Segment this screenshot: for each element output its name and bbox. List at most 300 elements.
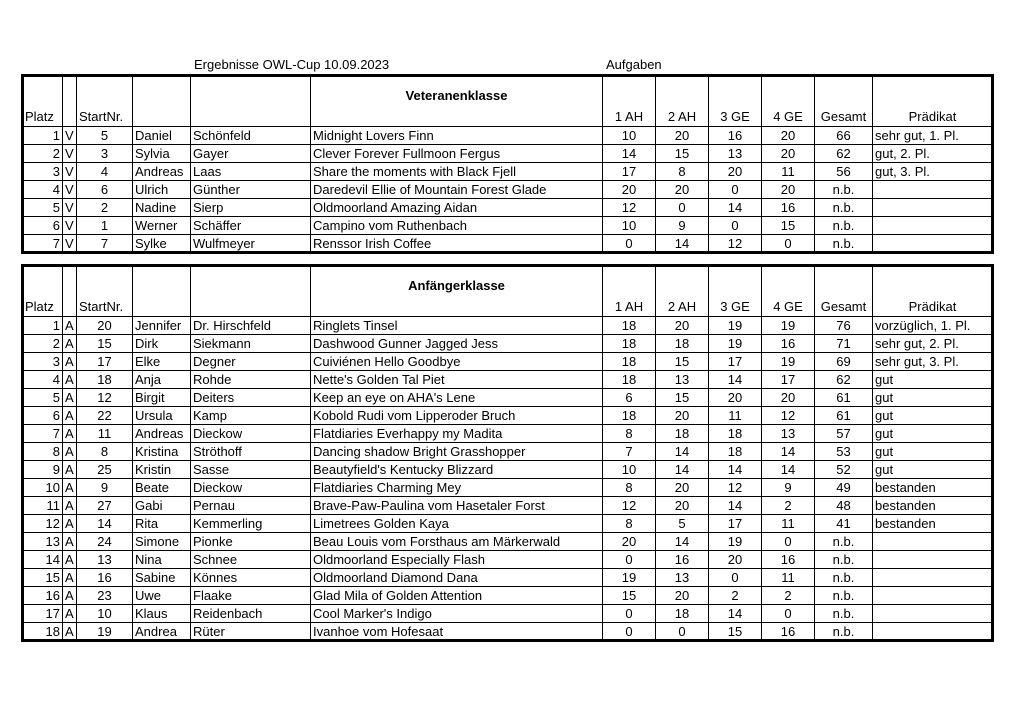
lastname-cell: Dieckow <box>191 425 311 443</box>
firstname-cell: Elke <box>133 353 191 371</box>
ge4-cell: 19 <box>762 353 815 371</box>
praedikat-cell <box>873 551 993 569</box>
ah1-cell: 19 <box>603 569 656 587</box>
ah2-cell: 13 <box>656 371 709 389</box>
startnr-cell: 12 <box>77 389 133 407</box>
ah2-cell: 18 <box>656 605 709 623</box>
platz-cell: 4 <box>23 181 63 199</box>
startnr-cell: 13 <box>77 551 133 569</box>
table-row <box>23 145 993 163</box>
ge4-cell: 0 <box>762 235 815 253</box>
platz-cell: 5 <box>23 389 63 407</box>
ge3-cell: 0 <box>709 569 762 587</box>
dog-name-cell: Daredevil Ellie of Mountain Forest Glade <box>311 181 603 199</box>
platz-cell: 3 <box>23 163 63 181</box>
class-code-cell: V <box>63 145 77 163</box>
platz-cell: 2 <box>23 145 63 163</box>
class-code-cell: A <box>63 515 77 533</box>
gesamt-cell: n.b. <box>815 533 873 551</box>
firstname-cell: Beate <box>133 479 191 497</box>
ah2-cell: 5 <box>656 515 709 533</box>
firstname-cell: Kristin <box>133 461 191 479</box>
class-code-cell: V <box>63 181 77 199</box>
ge4-cell: 16 <box>762 335 815 353</box>
firstname-cell: Klaus <box>133 605 191 623</box>
document-title: Ergebnisse OWL-Cup 10.09.2023 <box>194 57 390 72</box>
startnr-cell: 9 <box>77 479 133 497</box>
lastname-cell: Pionke <box>191 533 311 551</box>
firstname-cell: Anja <box>133 371 191 389</box>
lastname-cell: Kamp <box>191 407 311 425</box>
table-row <box>23 335 993 353</box>
gesamt-cell: 48 <box>815 497 873 515</box>
ah1-cell: 18 <box>603 407 656 425</box>
dog-name-cell: Dancing shadow Bright Grasshopper <box>311 443 603 461</box>
table-row <box>23 461 993 479</box>
ge4-cell: 0 <box>762 533 815 551</box>
table-row <box>23 163 993 181</box>
praedikat-cell: gut, 2. Pl. <box>873 145 993 163</box>
ah2-cell: 20 <box>656 407 709 425</box>
platz-cell: 2 <box>23 335 63 353</box>
ge3-cell: 14 <box>709 605 762 623</box>
gesamt-cell: 52 <box>815 461 873 479</box>
platz-cell: 14 <box>23 551 63 569</box>
ge3-cell: 20 <box>709 551 762 569</box>
praedikat-cell: gut <box>873 425 993 443</box>
firstname-cell: Nadine <box>133 199 191 217</box>
platz-cell: 3 <box>23 353 63 371</box>
ge4-cell: 15 <box>762 217 815 235</box>
ah1-cell: 10 <box>603 461 656 479</box>
dog-name-cell: Nette's Golden Tal Piet <box>311 371 603 389</box>
dog-name-cell: Clever Forever Fullmoon Fergus <box>311 145 603 163</box>
praedikat-cell <box>873 533 993 551</box>
gesamt-cell: n.b. <box>815 235 873 253</box>
ah1-cell: 10 <box>603 217 656 235</box>
gesamt-cell: n.b. <box>815 217 873 235</box>
firstname-cell: Kristina <box>133 443 191 461</box>
lastname-cell: Deiters <box>191 389 311 407</box>
firstname-cell: Nina <box>133 551 191 569</box>
ah1-cell: 15 <box>603 587 656 605</box>
firstname-cell: Sylke <box>133 235 191 253</box>
table-row <box>23 425 993 443</box>
ge4-cell: 17 <box>762 371 815 389</box>
class-code-cell: A <box>63 443 77 461</box>
platz-cell: 11 <box>23 497 63 515</box>
dog-name-cell: Kobold Rudi vom Lipperoder Bruch <box>311 407 603 425</box>
ge3-cell: 12 <box>709 479 762 497</box>
startnr-cell: 8 <box>77 443 133 461</box>
praedikat-cell <box>873 235 993 253</box>
ah2-cell: 16 <box>656 551 709 569</box>
ge3-cell: 0 <box>709 181 762 199</box>
ge3-cell: 13 <box>709 145 762 163</box>
firstname-cell: Ursula <box>133 407 191 425</box>
ge3-cell: 11 <box>709 407 762 425</box>
gesamt-cell: 49 <box>815 479 873 497</box>
table-row <box>23 127 993 145</box>
dog-name-cell: Cuiviénen Hello Goodbye <box>311 353 603 371</box>
table-header-row <box>23 76 993 127</box>
startnr-cell: 2 <box>77 199 133 217</box>
startnr-cell: 18 <box>77 371 133 389</box>
lastname-cell: Dieckow <box>191 479 311 497</box>
ah2-cell: 18 <box>656 335 709 353</box>
platz-cell: 1 <box>23 317 63 335</box>
platz-cell: 7 <box>23 235 63 253</box>
class-code-cell: A <box>63 335 77 353</box>
col-1ah: 1 AH <box>603 266 656 317</box>
startnr-cell: 14 <box>77 515 133 533</box>
gesamt-cell: 56 <box>815 163 873 181</box>
startnr-cell: 17 <box>77 353 133 371</box>
ge3-cell: 14 <box>709 199 762 217</box>
class-code-cell: V <box>63 127 77 145</box>
class-code-cell: A <box>63 623 77 641</box>
class-code-cell: A <box>63 497 77 515</box>
platz-cell: 1 <box>23 127 63 145</box>
ge3-cell: 2 <box>709 587 762 605</box>
dog-name-cell: Flatdiaries Charming Mey <box>311 479 603 497</box>
col-3ge: 3 GE <box>709 76 762 127</box>
dog-name-cell: Dashwood Gunner Jagged Jess <box>311 335 603 353</box>
praedikat-cell <box>873 587 993 605</box>
firstname-cell: Sabine <box>133 569 191 587</box>
ge3-cell: 19 <box>709 317 762 335</box>
ah2-cell: 0 <box>656 623 709 641</box>
gesamt-cell: n.b. <box>815 623 873 641</box>
ge4-cell: 14 <box>762 443 815 461</box>
platz-cell: 16 <box>23 587 63 605</box>
startnr-cell: 23 <box>77 587 133 605</box>
class-code-cell: A <box>63 479 77 497</box>
ge4-cell: 16 <box>762 623 815 641</box>
startnr-cell: 16 <box>77 569 133 587</box>
ah2-cell: 15 <box>656 389 709 407</box>
col-gesamt: Gesamt <box>815 76 873 127</box>
platz-cell: 17 <box>23 605 63 623</box>
ge4-cell: 14 <box>762 461 815 479</box>
lastname-cell: Flaake <box>191 587 311 605</box>
table-row <box>23 623 993 641</box>
praedikat-cell: gut <box>873 443 993 461</box>
startnr-cell: 27 <box>77 497 133 515</box>
praedikat-cell: sehr gut, 1. Pl. <box>873 127 993 145</box>
platz-cell: 7 <box>23 425 63 443</box>
praedikat-cell <box>873 623 993 641</box>
ah1-cell: 0 <box>603 235 656 253</box>
ah2-cell: 18 <box>656 425 709 443</box>
ge3-cell: 17 <box>709 353 762 371</box>
class-code-cell: A <box>63 605 77 623</box>
lastname-cell: Laas <box>191 163 311 181</box>
startnr-cell: 15 <box>77 335 133 353</box>
class-code-cell: A <box>63 407 77 425</box>
firstname-cell: Werner <box>133 217 191 235</box>
firstname-cell: Dirk <box>133 335 191 353</box>
platz-cell: 6 <box>23 217 63 235</box>
class-code-cell: V <box>63 217 77 235</box>
dog-name-cell: Ringlets Tinsel <box>311 317 603 335</box>
startnr-cell: 5 <box>77 127 133 145</box>
firstname-cell: Andreas <box>133 163 191 181</box>
ge4-cell: 20 <box>762 127 815 145</box>
firstname-cell: Birgit <box>133 389 191 407</box>
col-2ah: 2 AH <box>656 266 709 317</box>
ah1-cell: 8 <box>603 515 656 533</box>
table-row <box>23 443 993 461</box>
praedikat-cell: gut <box>873 407 993 425</box>
startnr-cell: 11 <box>77 425 133 443</box>
platz-cell: 10 <box>23 479 63 497</box>
ge3-cell: 14 <box>709 371 762 389</box>
table-header-row <box>23 266 993 317</box>
ah2-cell: 20 <box>656 317 709 335</box>
gesamt-cell: n.b. <box>815 605 873 623</box>
firstname-cell: Daniel <box>133 127 191 145</box>
dog-name-cell: Ivanhoe vom Hofesaat <box>311 623 603 641</box>
startnr-cell: 3 <box>77 145 133 163</box>
ah1-cell: 14 <box>603 145 656 163</box>
col-1ah: 1 AH <box>603 76 656 127</box>
dog-name-cell: Beau Louis vom Forsthaus am Märkerwald <box>311 533 603 551</box>
col-2ah: 2 AH <box>656 76 709 127</box>
class-code-cell: A <box>63 317 77 335</box>
gesamt-cell: 62 <box>815 371 873 389</box>
firstname-cell: Uwe <box>133 587 191 605</box>
ah2-cell: 20 <box>656 497 709 515</box>
table-row <box>23 235 993 253</box>
lastname-cell: Ströthoff <box>191 443 311 461</box>
ah1-cell: 8 <box>603 479 656 497</box>
table-row <box>23 605 993 623</box>
startnr-cell: 10 <box>77 605 133 623</box>
ah1-cell: 18 <box>603 317 656 335</box>
ge4-cell: 11 <box>762 515 815 533</box>
gesamt-cell: 71 <box>815 335 873 353</box>
table-row <box>23 497 993 515</box>
dog-name-cell: Keep an eye on AHA's Lene <box>311 389 603 407</box>
lastname-cell: Könnes <box>191 569 311 587</box>
lastname-cell: Günther <box>191 181 311 199</box>
dog-name-cell: Oldmoorland Amazing Aidan <box>311 199 603 217</box>
dog-name-cell: Midnight Lovers Finn <box>311 127 603 145</box>
table-row <box>23 587 993 605</box>
class-title: Veteranenklasse <box>311 76 603 127</box>
ge4-cell: 11 <box>762 569 815 587</box>
platz-cell: 6 <box>23 407 63 425</box>
lastname-cell: Rüter <box>191 623 311 641</box>
ah2-cell: 9 <box>656 217 709 235</box>
lastname-cell: Dr. Hirschfeld <box>191 317 311 335</box>
col-gesamt: Gesamt <box>815 266 873 317</box>
startnr-cell: 7 <box>77 235 133 253</box>
praedikat-cell: bestanden <box>873 497 993 515</box>
lastname-cell: Pernau <box>191 497 311 515</box>
table-row <box>23 371 993 389</box>
dog-name-cell: Share the moments with Black Fjell <box>311 163 603 181</box>
praedikat-cell <box>873 569 993 587</box>
praedikat-cell: bestanden <box>873 515 993 533</box>
table-row <box>23 389 993 407</box>
gesamt-cell: 57 <box>815 425 873 443</box>
praedikat-cell: bestanden <box>873 479 993 497</box>
table-row <box>23 317 993 335</box>
table-row <box>23 217 993 235</box>
praedikat-cell: gut <box>873 461 993 479</box>
startnr-cell: 20 <box>77 317 133 335</box>
praedikat-cell: sehr gut, 2. Pl. <box>873 335 993 353</box>
praedikat-cell <box>873 605 993 623</box>
col-praedikat: Prädikat <box>873 266 993 317</box>
gesamt-cell: 69 <box>815 353 873 371</box>
ah2-cell: 20 <box>656 127 709 145</box>
ah1-cell: 0 <box>603 605 656 623</box>
praedikat-cell: gut, 3. Pl. <box>873 163 993 181</box>
firstname-cell: Gabi <box>133 497 191 515</box>
ge3-cell: 18 <box>709 443 762 461</box>
startnr-cell: 22 <box>77 407 133 425</box>
platz-cell: 9 <box>23 461 63 479</box>
ah2-cell: 14 <box>656 235 709 253</box>
ah2-cell: 20 <box>656 479 709 497</box>
lastname-cell: Reidenbach <box>191 605 311 623</box>
ge4-cell: 2 <box>762 587 815 605</box>
table-row <box>23 533 993 551</box>
ge3-cell: 0 <box>709 217 762 235</box>
lastname-cell: Wulfmeyer <box>191 235 311 253</box>
ah2-cell: 14 <box>656 533 709 551</box>
platz-cell: 4 <box>23 371 63 389</box>
ah2-cell: 13 <box>656 569 709 587</box>
anfaenger-table <box>22 265 993 641</box>
col-startnr: StartNr. <box>77 76 133 127</box>
lastname-cell: Rohde <box>191 371 311 389</box>
class-code-cell: A <box>63 353 77 371</box>
ah2-cell: 20 <box>656 181 709 199</box>
ah1-cell: 18 <box>603 371 656 389</box>
praedikat-cell <box>873 181 993 199</box>
startnr-cell: 19 <box>77 623 133 641</box>
table-row <box>23 181 993 199</box>
ah1-cell: 20 <box>603 181 656 199</box>
lastname-cell: Sasse <box>191 461 311 479</box>
ge3-cell: 15 <box>709 623 762 641</box>
praedikat-cell: vorzüglich, 1. Pl. <box>873 317 993 335</box>
table-row <box>23 551 993 569</box>
col-4ge: 4 GE <box>762 266 815 317</box>
ah1-cell: 12 <box>603 497 656 515</box>
ah1-cell: 8 <box>603 425 656 443</box>
gesamt-cell: 61 <box>815 389 873 407</box>
gesamt-cell: n.b. <box>815 181 873 199</box>
class-title: Anfängerklasse <box>311 266 603 317</box>
ge4-cell: 9 <box>762 479 815 497</box>
table-row <box>23 199 993 217</box>
dog-name-cell: Brave-Paw-Paulina vom Hasetaler Forst <box>311 497 603 515</box>
ah1-cell: 17 <box>603 163 656 181</box>
gesamt-cell: n.b. <box>815 199 873 217</box>
gesamt-cell: n.b. <box>815 587 873 605</box>
table-row <box>23 569 993 587</box>
firstname-cell: Rita <box>133 515 191 533</box>
class-code-cell: V <box>63 199 77 217</box>
praedikat-cell <box>873 199 993 217</box>
ah1-cell: 18 <box>603 353 656 371</box>
ah2-cell: 15 <box>656 145 709 163</box>
startnr-cell: 4 <box>77 163 133 181</box>
ge3-cell: 16 <box>709 127 762 145</box>
ge3-cell: 14 <box>709 497 762 515</box>
platz-cell: 12 <box>23 515 63 533</box>
ge4-cell: 2 <box>762 497 815 515</box>
platz-cell: 13 <box>23 533 63 551</box>
platz-cell: 5 <box>23 199 63 217</box>
ge4-cell: 20 <box>762 389 815 407</box>
platz-cell: 18 <box>23 623 63 641</box>
startnr-cell: 24 <box>77 533 133 551</box>
firstname-cell: Andreas <box>133 425 191 443</box>
firstname-cell: Simone <box>133 533 191 551</box>
firstname-cell: Ulrich <box>133 181 191 199</box>
ah2-cell: 0 <box>656 199 709 217</box>
col-praedikat: Prädikat <box>873 76 993 127</box>
ah2-cell: 14 <box>656 461 709 479</box>
ah1-cell: 20 <box>603 533 656 551</box>
firstname-cell: Sylvia <box>133 145 191 163</box>
ah1-cell: 10 <box>603 127 656 145</box>
lastname-cell: Degner <box>191 353 311 371</box>
ge3-cell: 17 <box>709 515 762 533</box>
ge4-cell: 11 <box>762 163 815 181</box>
ge3-cell: 12 <box>709 235 762 253</box>
gesamt-cell: n.b. <box>815 569 873 587</box>
ge3-cell: 20 <box>709 163 762 181</box>
gesamt-cell: 61 <box>815 407 873 425</box>
gesamt-cell: 41 <box>815 515 873 533</box>
col-platz: Platz <box>23 76 63 127</box>
lastname-cell: Schnee <box>191 551 311 569</box>
ah2-cell: 8 <box>656 163 709 181</box>
dog-name-cell: Beautyfield's Kentucky Blizzard <box>311 461 603 479</box>
dog-name-cell: Oldmoorland Diamond Dana <box>311 569 603 587</box>
ge3-cell: 20 <box>709 389 762 407</box>
ah1-cell: 12 <box>603 199 656 217</box>
praedikat-cell: gut <box>873 371 993 389</box>
startnr-cell: 1 <box>77 217 133 235</box>
platz-cell: 8 <box>23 443 63 461</box>
lastname-cell: Schäffer <box>191 217 311 235</box>
ah2-cell: 14 <box>656 443 709 461</box>
praedikat-cell: sehr gut, 3. Pl. <box>873 353 993 371</box>
ge4-cell: 20 <box>762 181 815 199</box>
startnr-cell: 25 <box>77 461 133 479</box>
startnr-cell: 6 <box>77 181 133 199</box>
lastname-cell: Kemmerling <box>191 515 311 533</box>
ge3-cell: 19 <box>709 533 762 551</box>
lastname-cell: Schönfeld <box>191 127 311 145</box>
ge4-cell: 16 <box>762 199 815 217</box>
class-code-cell: A <box>63 533 77 551</box>
dog-name-cell: Cool Marker's Indigo <box>311 605 603 623</box>
table-row <box>23 479 993 497</box>
ge3-cell: 18 <box>709 425 762 443</box>
ge4-cell: 20 <box>762 145 815 163</box>
dog-name-cell: Campino vom Ruthenbach <box>311 217 603 235</box>
firstname-cell: Jennifer <box>133 317 191 335</box>
